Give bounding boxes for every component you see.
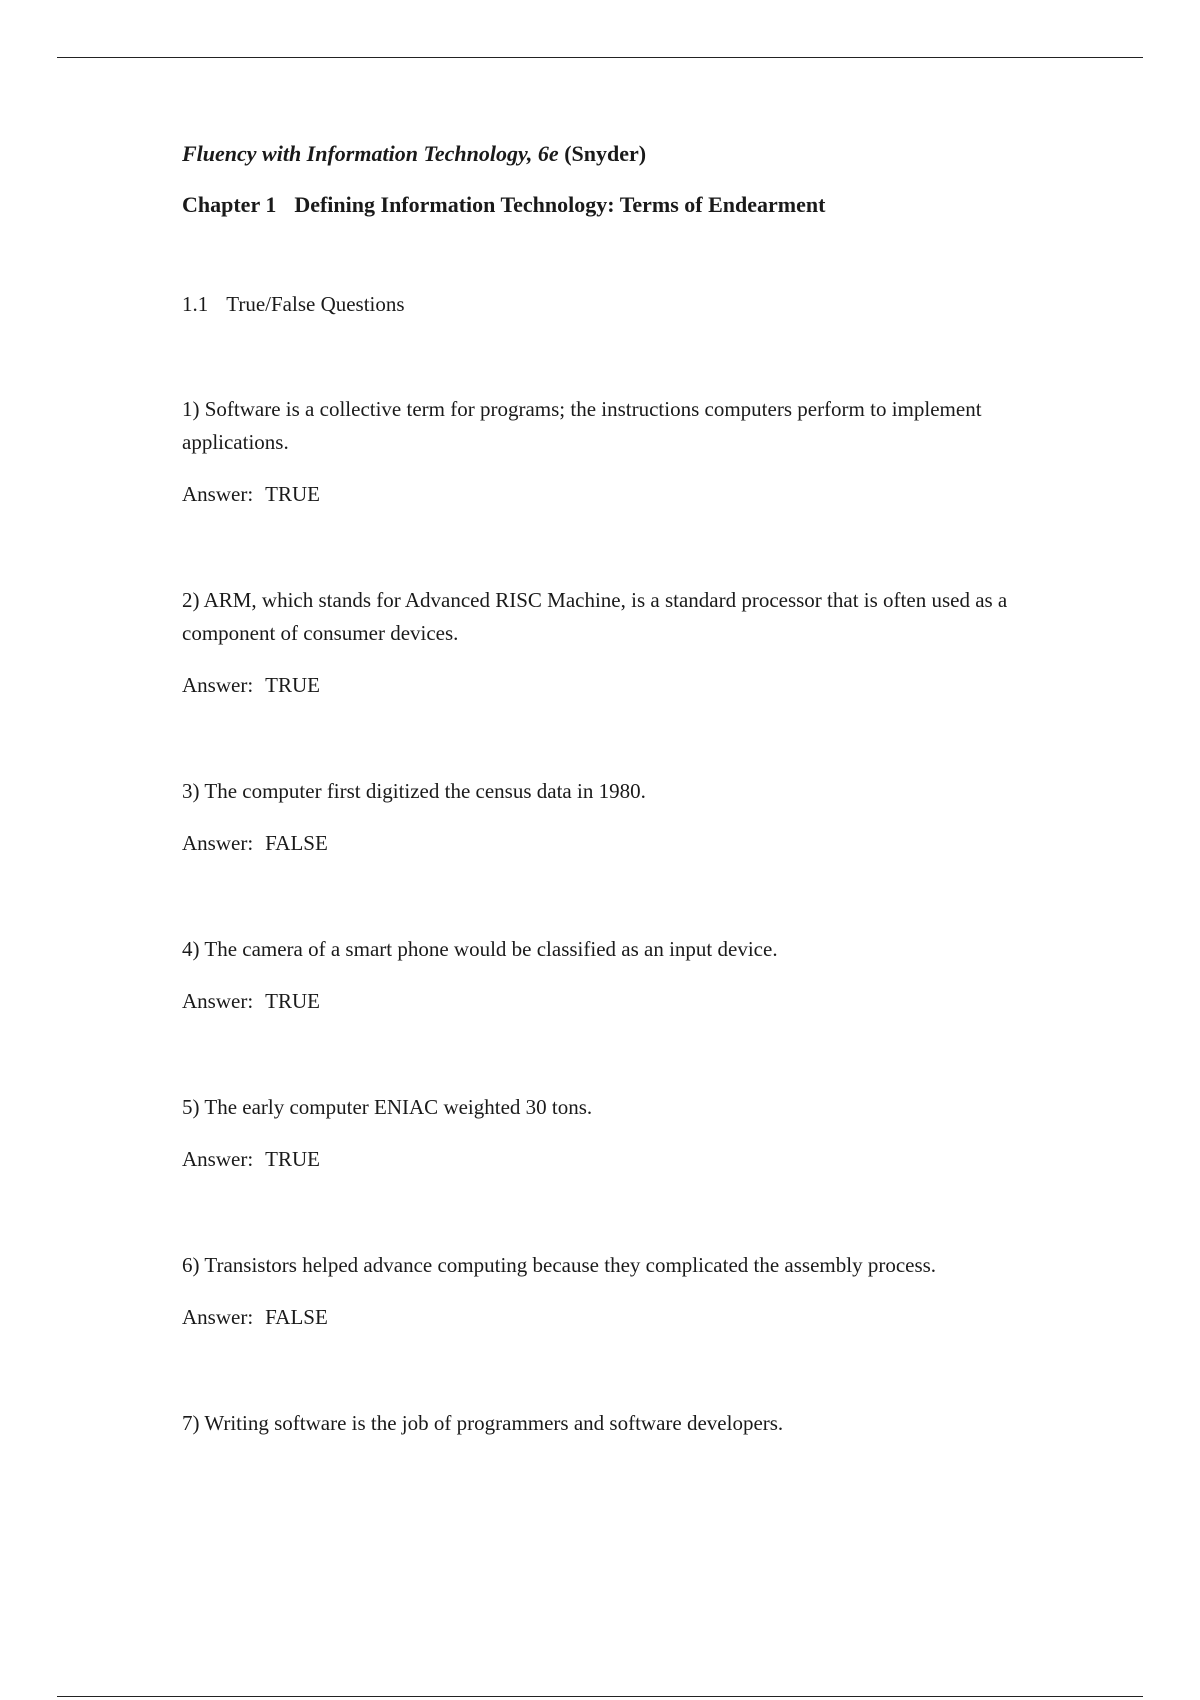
question-text: 4) The camera of a smart phone would be classified as an input device. <box>182 937 778 962</box>
question-item <box>182 584 1082 702</box>
answer-line <box>182 827 1082 860</box>
question-text: 6) Transistors helped advance computing because they complicated the assembly process. <box>182 1253 937 1278</box>
answer-label: Answer: <box>182 673 254 698</box>
answer-value: FALSE <box>265 1305 328 1330</box>
top-rule <box>57 57 1143 58</box>
answer-line <box>182 478 1082 511</box>
answer-label: Answer: <box>182 989 254 1014</box>
answer-line <box>182 669 1082 702</box>
question-item <box>182 775 1082 860</box>
answer-line <box>182 1143 1082 1176</box>
question-text: 5) The early computer ENIAC weighted 30 tons. <box>182 1095 593 1120</box>
book-title-author: (Snyder) <box>564 141 647 166</box>
answer-line <box>182 985 1082 1018</box>
answer-label: Answer: <box>182 1147 254 1172</box>
chapter-name: Defining Information Technology: Terms of Endearment <box>294 191 826 217</box>
question-text: 7) Writing software is the job of programmers and software developers. <box>182 1411 784 1436</box>
book-title <box>182 140 1082 169</box>
answer-value: TRUE <box>265 1147 320 1172</box>
answer-label: Answer: <box>182 831 254 856</box>
chapter-number: Chapter 1 <box>182 191 277 217</box>
answer-value: TRUE <box>265 482 320 507</box>
question-text: 2) ARM, which stands for Advanced RISC Machine, is a standard processor that is often used as a component of consumer devices. <box>182 588 1008 646</box>
section-name: True/False Questions <box>226 292 405 317</box>
question-text: 1) Software is a collective term for programs; the instructions computers perform to implement applications. <box>182 397 982 455</box>
answer-value: TRUE <box>265 673 320 698</box>
answer-value: FALSE <box>265 831 328 856</box>
question-item <box>182 1249 1082 1334</box>
answer-label: Answer: <box>182 1305 254 1330</box>
section-number: 1.1 <box>182 292 209 317</box>
question-text: 3) The computer first digitized the census data in 1980. <box>182 779 646 804</box>
answer-line <box>182 1301 1082 1334</box>
bottom-rule <box>57 1696 1143 1697</box>
question-item <box>182 1091 1082 1176</box>
book-title-italic: Fluency with Information Technology, 6e <box>182 141 559 166</box>
section-title <box>182 291 1082 318</box>
chapter-title <box>182 191 1082 220</box>
answer-value: TRUE <box>265 989 320 1014</box>
document-page <box>182 140 1082 1513</box>
question-item <box>182 393 1082 511</box>
question-item <box>182 1407 1082 1440</box>
question-list <box>182 393 1082 1440</box>
question-item <box>182 933 1082 1018</box>
answer-label: Answer: <box>182 482 254 507</box>
